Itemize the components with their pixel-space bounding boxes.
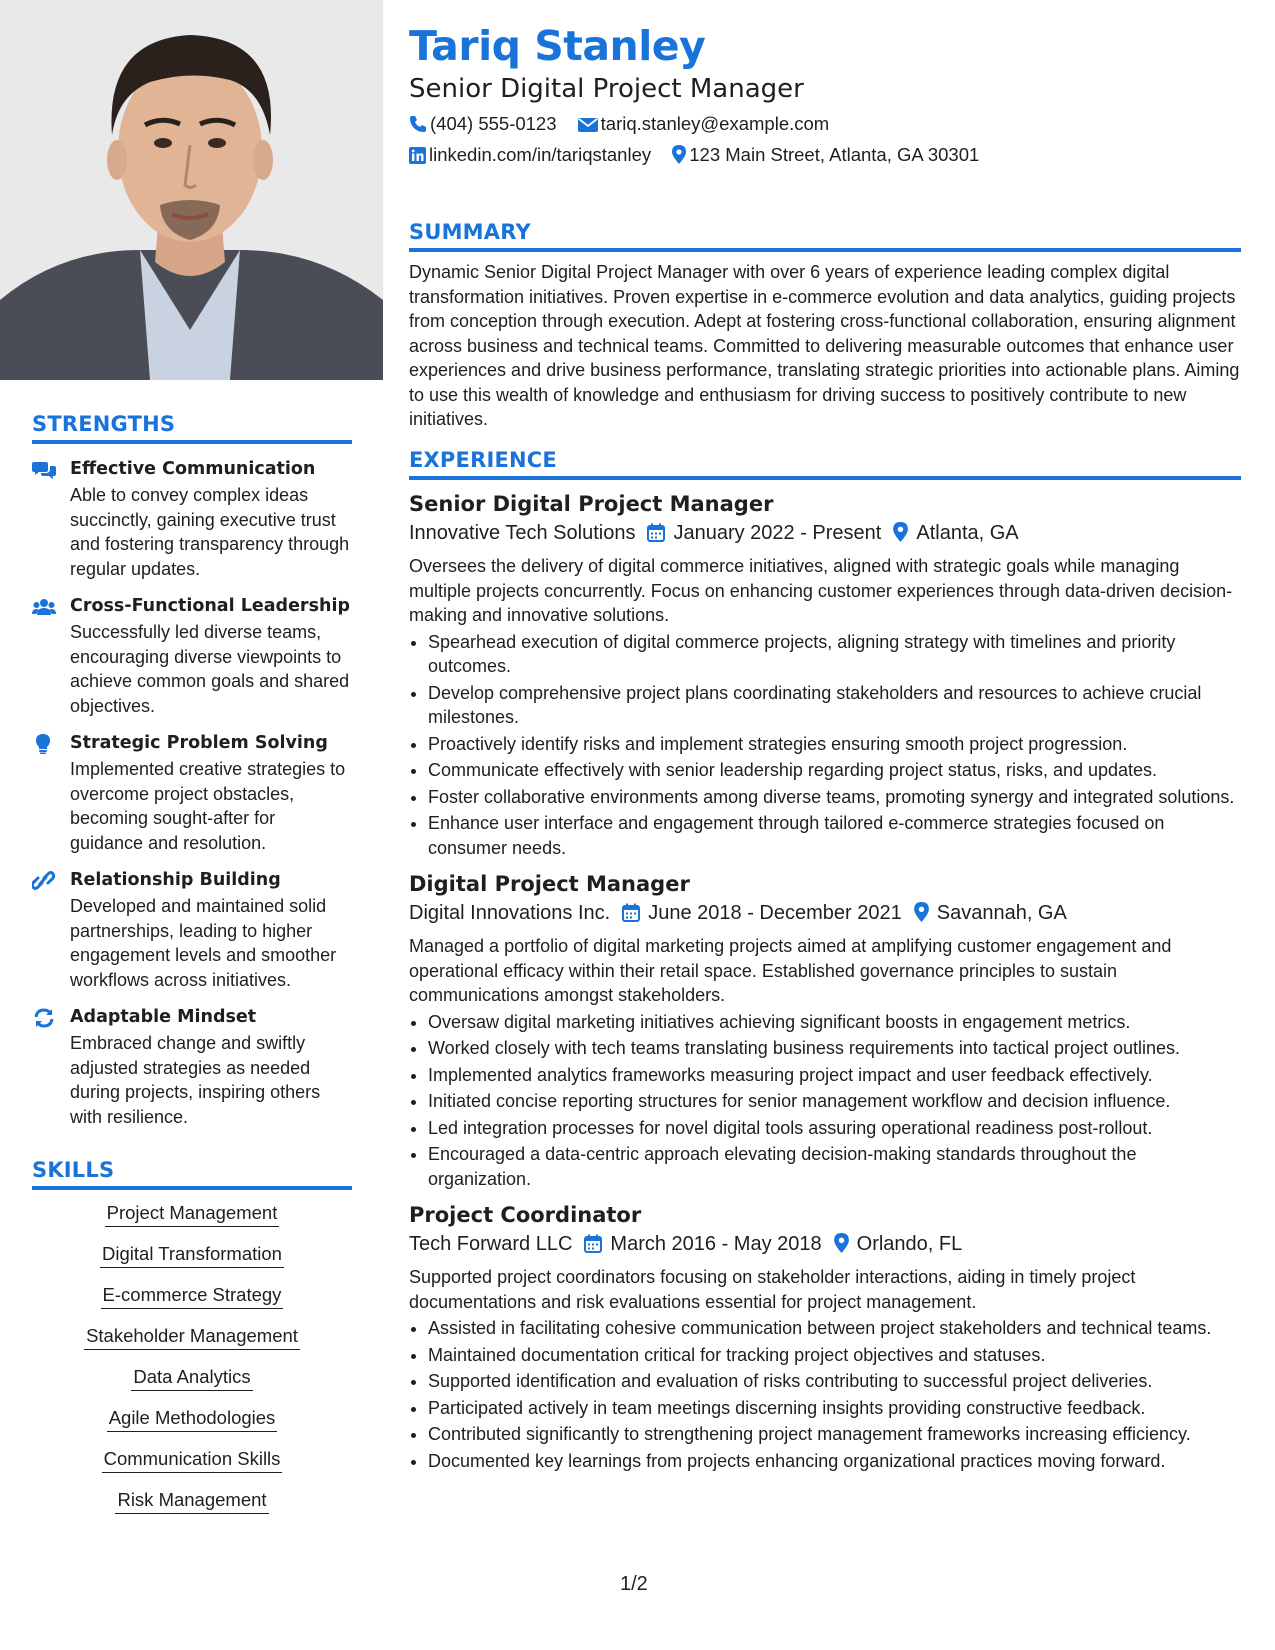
job-entry: [409, 870, 1241, 1191]
summary-title: SUMMARY: [409, 220, 1241, 252]
job-bullets: [409, 1010, 1241, 1192]
strength-item: [32, 595, 352, 718]
job-bullet: • Proactively identify risks and implement strategies ensuring smooth project progression.: [428, 732, 1241, 757]
job-bullet: • Initiated concise reporting structures for senior management workflow and decision influence.: [428, 1089, 1241, 1114]
job-bullets: [409, 630, 1241, 861]
link-icon: [32, 871, 56, 891]
job-location: Savannah, GA: [936, 902, 1067, 924]
job-bullet: • Enhance user interface and engagement through tailored e-commerce strategies focused on consumer needs.: [428, 811, 1241, 860]
job-bullet: • Develop comprehensive project plans coordinating stakeholders and resources to achieve crucial milestones.: [428, 681, 1241, 730]
skill-tag: Project Management: [105, 1202, 280, 1227]
location-pin-icon: [893, 522, 908, 542]
strength-item: [32, 458, 352, 581]
job-dates: January 2022 - Present: [673, 522, 882, 544]
skill-tag: Communication Skills: [102, 1448, 283, 1473]
summary-text: Dynamic Senior Digital Project Manager with over 6 years of experience leading complex digital transformation initiatives. Proven expertise in e-commerce evolution and data analytics, guiding projects from conception through execution. Adept at fostering cross-functional collaboration, ensuring alignment across business and technical teams. Committed to delivering measurable outcomes that enhance user experiences and drive business performance, translating strategic priorities into actionable plans. Aiming to use this wealth of knowledge and enthusiasm for driving success to positively contribute to new initiatives.: [409, 262, 1240, 429]
job-meta: [409, 1229, 1241, 1259]
skills-list: [32, 1202, 352, 1530]
strength-title: Effective Communication: [70, 459, 316, 479]
contact-row-1: [409, 113, 845, 135]
job-company: Innovative Tech Solutions: [409, 522, 636, 544]
job-bullet: • Oversaw digital marketing initiatives achieving significant boosts in engagement metrics.: [428, 1010, 1241, 1035]
address-contact: [672, 144, 979, 166]
job-bullet: • Supported identification and evaluation of risks contributing to successful project deliveries.: [428, 1369, 1241, 1394]
calendar-icon: [622, 903, 640, 922]
strength-title: Cross-Functional Leadership: [70, 596, 350, 616]
location-pin-icon: [834, 1233, 849, 1253]
job-bullet: • Foster collaborative environments among diverse teams, promoting synergy and integrated solutions.: [428, 785, 1241, 810]
person-name: Tariq Stanley: [409, 22, 706, 70]
job-headline: Senior Digital Project Manager: [409, 74, 804, 104]
location-pin-icon: [914, 902, 929, 922]
contact-row-2: [409, 144, 995, 166]
job-dates: March 2016 - May 2018: [610, 1233, 822, 1255]
linkedin-text[interactable]: linkedin.com/in/tariqstanley: [429, 144, 652, 165]
phone-contact: [409, 113, 557, 135]
job-entry: [409, 490, 1241, 860]
strength-item: [32, 732, 352, 855]
calendar-icon: [584, 1234, 602, 1253]
skill-tag: Risk Management: [115, 1489, 268, 1514]
users-icon: [32, 597, 56, 617]
linkedin-icon: [409, 147, 426, 164]
job-bullet: • Documented key learnings from projects enhancing organizational practices moving forward.: [428, 1449, 1241, 1474]
lightbulb-icon: [32, 734, 56, 754]
job-bullet: • Communicate effectively with senior leadership regarding project status, risks, and updates.: [428, 758, 1241, 783]
strength-desc: Successfully led diverse teams, encouraging diverse viewpoints to achieve common goals and shared objectives.: [70, 622, 350, 716]
job-bullet: • Spearhead execution of digital commerce projects, aligning strategy with timelines and priority outcomes.: [428, 630, 1241, 679]
job-bullet: • Led integration processes for novel digital tools assuring operational readiness post-rollout.: [428, 1116, 1241, 1141]
strengths-section: [32, 412, 352, 1129]
skill-tag: E-commerce Strategy: [101, 1284, 284, 1309]
skills-title: SKILLS: [32, 1158, 352, 1190]
skill-tag: Agile Methodologies: [107, 1407, 278, 1432]
strength-desc: Implemented creative strategies to overcome project obstacles, becoming sought-after for guidance and resolution.: [70, 759, 346, 853]
strength-title: Strategic Problem Solving: [70, 733, 328, 753]
job-bullet: • Maintained documentation critical for tracking project objectives and statuses.: [428, 1343, 1241, 1368]
job-meta: [409, 898, 1241, 928]
skill-tag: Digital Transformation: [100, 1243, 284, 1268]
strength-title: Adaptable Mindset: [70, 1007, 257, 1027]
job-title: Project Coordinator: [409, 1203, 642, 1227]
job-bullet: • Participated actively in team meetings discerning insights providing constructive feedback.: [428, 1396, 1241, 1421]
job-company: Digital Innovations Inc.: [409, 902, 611, 924]
job-dates: June 2018 - December 2021: [648, 902, 902, 924]
phone-icon: [409, 115, 427, 133]
sync-icon: [32, 1008, 56, 1028]
strength-item: [32, 869, 352, 992]
skills-section: [32, 1158, 352, 1530]
strength-item: [32, 1006, 352, 1129]
left-column: [0, 0, 383, 1650]
skill-tag: Stakeholder Management: [84, 1325, 300, 1350]
envelope-icon: [578, 117, 598, 133]
email-text[interactable]: tariq.stanley@example.com: [600, 113, 830, 134]
experience-section: [409, 448, 1241, 1475]
job-bullet: • Worked closely with tech teams translating business requirements into tactical project outlines.: [428, 1036, 1241, 1061]
experience-title: EXPERIENCE: [409, 448, 1241, 480]
profile-photo: [0, 0, 383, 380]
strength-desc: Embraced change and swiftly adjusted strategies as needed during projects, inspiring others with resilience.: [70, 1033, 321, 1127]
job-title: Digital Project Manager: [409, 872, 690, 896]
strength-title: Relationship Building: [70, 870, 281, 890]
strength-desc: Able to convey complex ideas succinctly, gaining executive trust and fostering transparency through regular updates.: [70, 485, 350, 579]
calendar-icon: [647, 523, 665, 542]
job-title: Senior Digital Project Manager: [409, 492, 774, 516]
job-description: Supported project coordinators focusing on stakeholder interactions, aiding in timely project documentations and risk evaluations essential for project management.: [409, 1267, 1136, 1312]
strengths-title: STRENGTHS: [32, 412, 352, 444]
job-company: Tech Forward LLC: [409, 1233, 573, 1255]
job-description: Oversees the delivery of digital commerce initiatives, aligned with strategic goals while managing multiple projects concurrently. Focus on enhancing customer experiences through data-driven decision-making and innovative solutions.: [409, 556, 1233, 625]
job-description: Managed a portfolio of digital marketing projects aimed at amplifying customer engagement and operational efficacy within their retail space. Established governance principles to sustain communications amongst stakeholders.: [409, 936, 1172, 1005]
summary-section: [409, 220, 1241, 432]
job-entry: [409, 1201, 1241, 1473]
skill-tag: Data Analytics: [131, 1366, 252, 1391]
job-location: Orlando, FL: [856, 1233, 963, 1255]
strength-desc: Developed and maintained solid partnerships, leading to higher engagement levels and smoother workflows across initiatives.: [70, 896, 337, 990]
job-location: Atlanta, GA: [916, 522, 1019, 544]
email-contact[interactable]: [578, 113, 830, 135]
job-bullet: • Assisted in facilitating cohesive communication between project stakeholders and technical teams.: [428, 1316, 1241, 1341]
linkedin-contact[interactable]: [409, 144, 651, 166]
phone-text: (404) 555-0123: [430, 113, 557, 134]
page-number: 1/2: [620, 1573, 648, 1595]
job-bullets: [409, 1316, 1241, 1473]
job-meta: [409, 518, 1241, 548]
job-bullet: • Contributed significantly to strengthening project management frameworks increasing efficiency.: [428, 1422, 1241, 1447]
job-bullet: • Implemented analytics frameworks measuring project impact and user feedback effectively.: [428, 1063, 1241, 1088]
location-pin-icon: [672, 145, 686, 164]
comments-icon: [32, 460, 56, 480]
address-text: 123 Main Street, Atlanta, GA 30301: [689, 144, 980, 165]
job-bullet: • Encouraged a data-centric approach elevating decision-making standards throughout the organization.: [428, 1142, 1241, 1191]
